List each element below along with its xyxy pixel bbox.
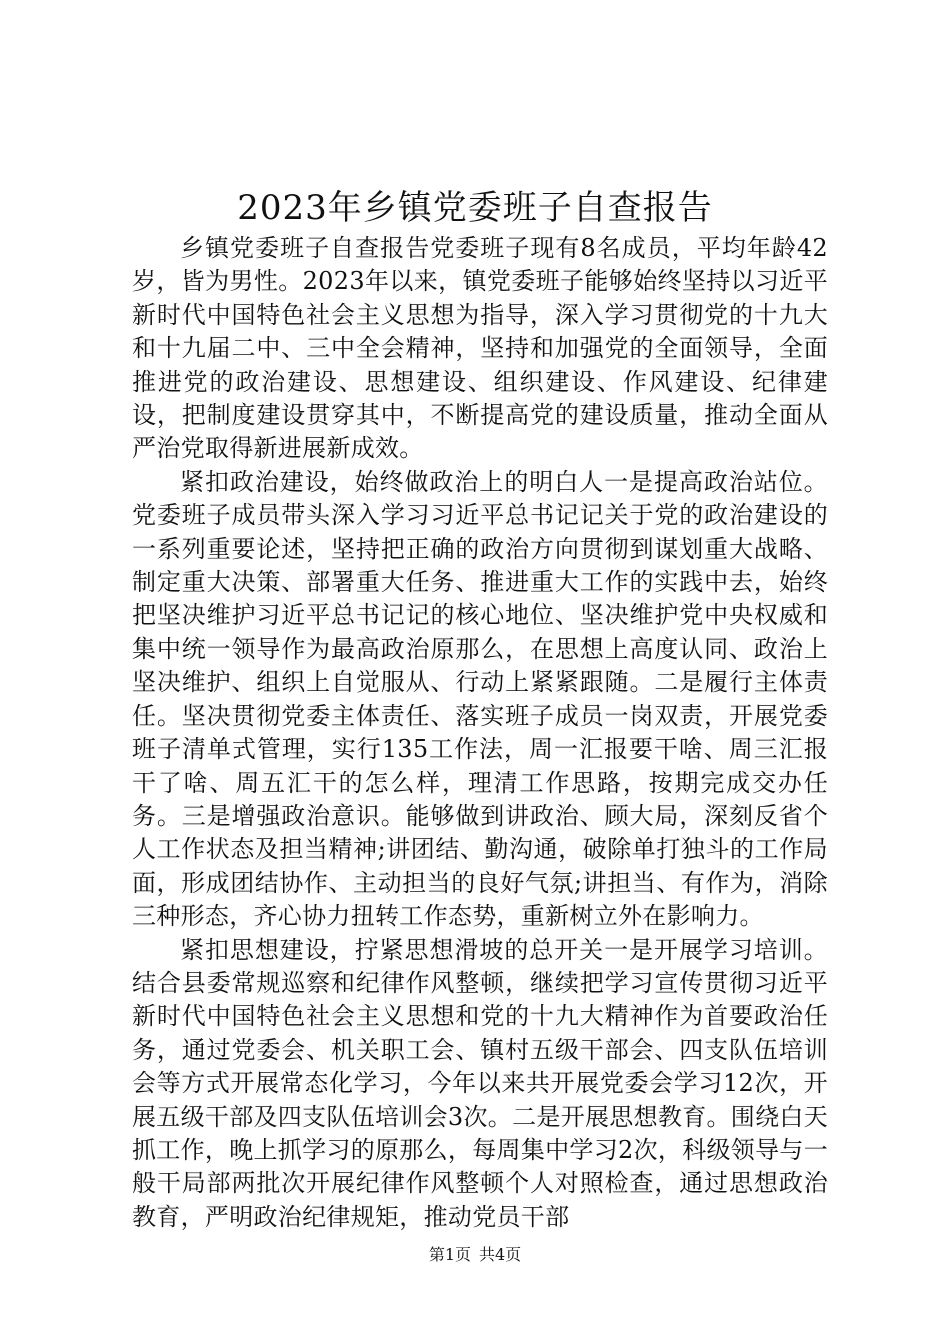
page-total: 共4页 <box>479 1245 522 1264</box>
paragraph-3: 紧扣思想建设，拧紧思想滑坡的总开关一是开展学习培训。结合县委常规巡察和纪律作风整顿，继续把学习宣传贯彻习近平新时代中国特色社会主义思想和党的十九大精神作为首要政治任务，通过党委会、机关职工会、镇村五级干部会、四支队伍培训会等方式开展常态化学习，今年以来共开展党委会学习12次，开展五级干部及四支队伍培训会3次。二是开展思想教育。围绕白天抓工作，晚上抓学习的原那么，每周集中学习2次，科级领导与一般干局部两批次开展纪律作风整顿个人对照检查，通过思想政治教育，严明政治纪律规矩，推动党员干部 <box>132 935 828 1231</box>
paragraph-1: 乡镇党委班子自查报告党委班子现有8名成员，平均年龄42岁，皆为男性。2023年以来，镇党委班子能够始终坚持以习近平新时代中国特色社会主义思想为指导，深入学习贯彻党的十九大和十九届二中、三中全会精神，坚持和加强党的全面领导，全面推进党的政治建设、思想建设、组织建设、作风建设、纪律建设，把制度建设贯穿其中，不断提高党的建设质量，推动全面从严治党取得新进展新成效。 <box>132 234 828 463</box>
paragraph-2: 紧扣政治建设，始终做政治上的明白人一是提高政治站位。党委班子成员带头深入学习习近平总书记记关于党的政治建设的一系列重要论述，坚持把正确的政治方向贯彻到谋划重大战略、制定重大决策、部署重大任务、推进重大工作的实践中去，始终把坚决维护习近平总书记记的核心地位、坚决维护党中央权威和集中统一领导作为最高政治原那么，在思想上高度认同、政治上坚决维护、组织上自觉服从、行动上紧紧跟随。二是履行主体责任。坚决贯彻党委主体责任、落实班子成员一岗双责，开展党委班子清单式管理，实行135工作法，周一汇报要干啥、周三汇报干了啥、周五汇干的怎么样，理清工作思路，按期完成交办任务。三是增强政治意识。能够做到讲政治、顾大局，深刻反省个人工作状态及担当精神;讲团结、勤沟通，破除单打独斗的工作局面，形成团结协作、主动担当的良好气氛;讲担当、有作为，消除三种形态，齐心协力扭转工作态势，重新树立外在影响力。 <box>132 467 828 931</box>
document-title: 2023年乡镇党委班子自查报告 <box>237 188 713 228</box>
document-body <box>132 232 828 1234</box>
page-footer <box>0 1244 950 1266</box>
page-number: 第1页 <box>428 1245 471 1264</box>
